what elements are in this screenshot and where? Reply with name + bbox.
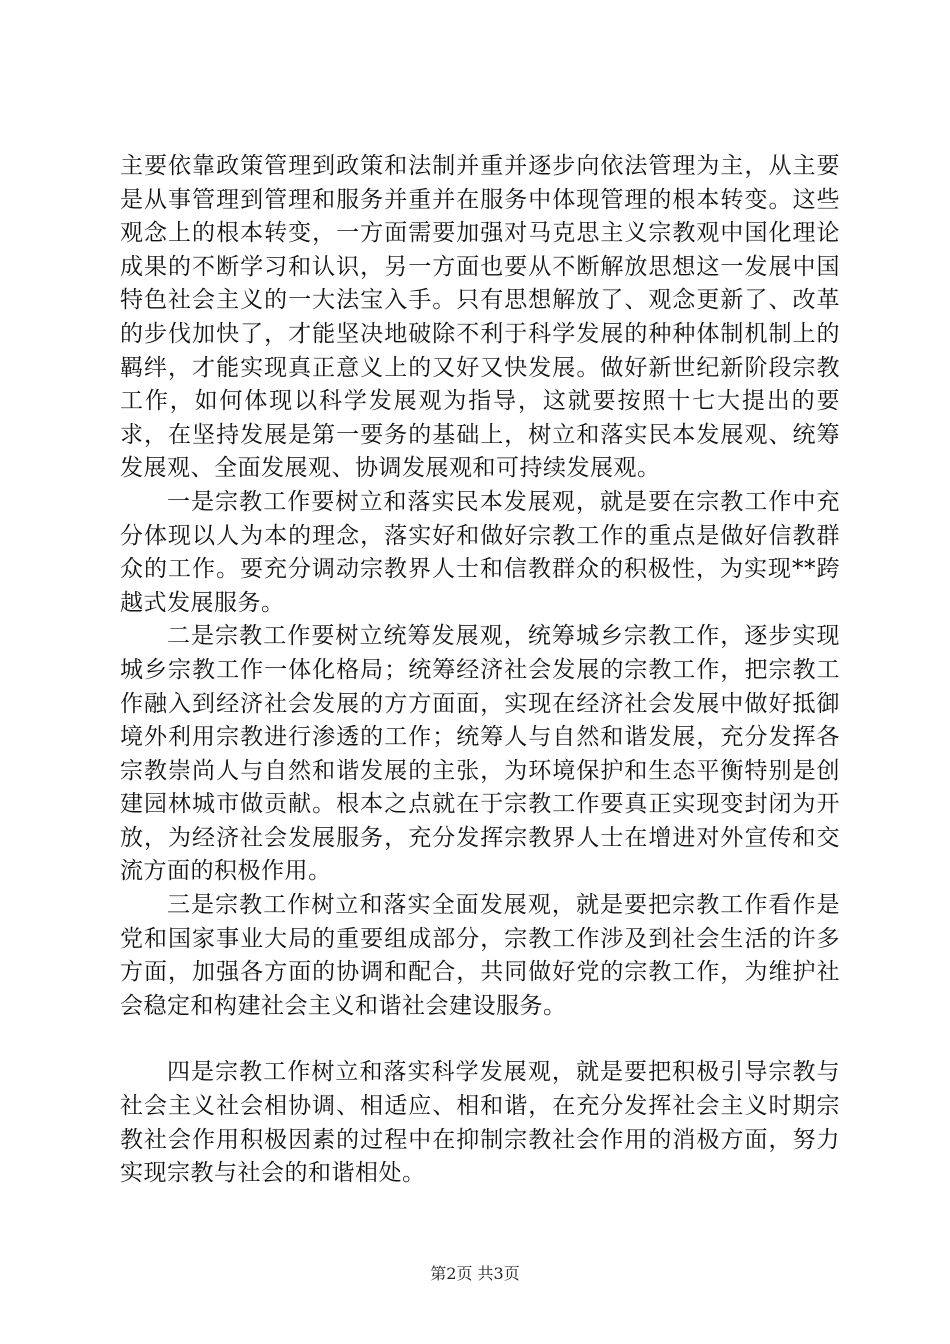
paragraph-item-one: 一是宗教工作要树立和落实民本发展观，就是要在宗教工作中充分体现以人为本的理念，落实好和做好宗教工作的重点是做好信教群众的工作。要充分调动宗教界人士和信教群众的积极性，为实现**跨越式发展服务。 (120, 488, 840, 616)
paragraph-continuation: 主要依靠政策管理到政策和法制并重并逐步向依法管理为主，从主要是从事管理到管理和服务并重并在服务中体现管理的根本转变。这些观念上的根本转变，一方面需要加强对马克思主义宗教观中国化理论成果的不断学习和认识，另一方面也要从不断解放思想这一发展中国特色社会主义的一大法宝入手。只有思想解放了、观念更新了、改革的步伐加快了，才能坚决地破除不利于科学发展的种种体制机制上的羁绊，才能实现真正意义上的又好又快发展。做好新世纪新阶段宗教工作，如何体现以科学发展观为指导，这就要按照十七大提出的要求，在坚持发展是第一要务的基础上，树立和落实民本发展观、统筹发展观、全面发展观、协调发展观和可持续发展观。 (120, 153, 840, 482)
paragraph-item-four: 四是宗教工作树立和落实科学发展观，就是要把积极引导宗教与社会主义社会相协调、相适应、相和谐，在充分发挥社会主义时期宗教社会作用积极因素的过程中在抑制宗教社会作用的消极方面，努力实现宗教与社会的和谐相处。 (120, 1059, 840, 1187)
page-footer: 第2页 共3页 (430, 1264, 520, 1283)
document-body (120, 150, 840, 1191)
paragraph-item-two: 二是宗教工作要树立统筹发展观，统筹城乡宗教工作，逐步实现城乡宗教工作一体化格局；统筹经济社会发展的宗教工作，把宗教工作融入到经济社会发展的方方面面，实现在经济社会发展中做好抵御境外利用宗教进行渗透的工作；统筹人与自然和谐发展，充分发挥各宗教崇尚人与自然和谐发展的主张，为环境保护和生态平衡特别是创建园林城市做贡献。根本之点就在于宗教工作要真正实现变封闭为开放，为经济社会发展服务，充分发挥宗教界人士在增进对外宣传和交流方面的积极作用。 (120, 623, 840, 885)
paragraph-item-three: 三是宗教工作树立和落实全面发展观，就是要把宗教工作看作是党和国家事业大局的重要组成部分，宗教工作涉及到社会生活的许多方面，加强各方面的协调和配合，共同做好党的宗教工作，为维护社会稳定和构建社会主义和谐社会建设服务。 (120, 892, 840, 1019)
